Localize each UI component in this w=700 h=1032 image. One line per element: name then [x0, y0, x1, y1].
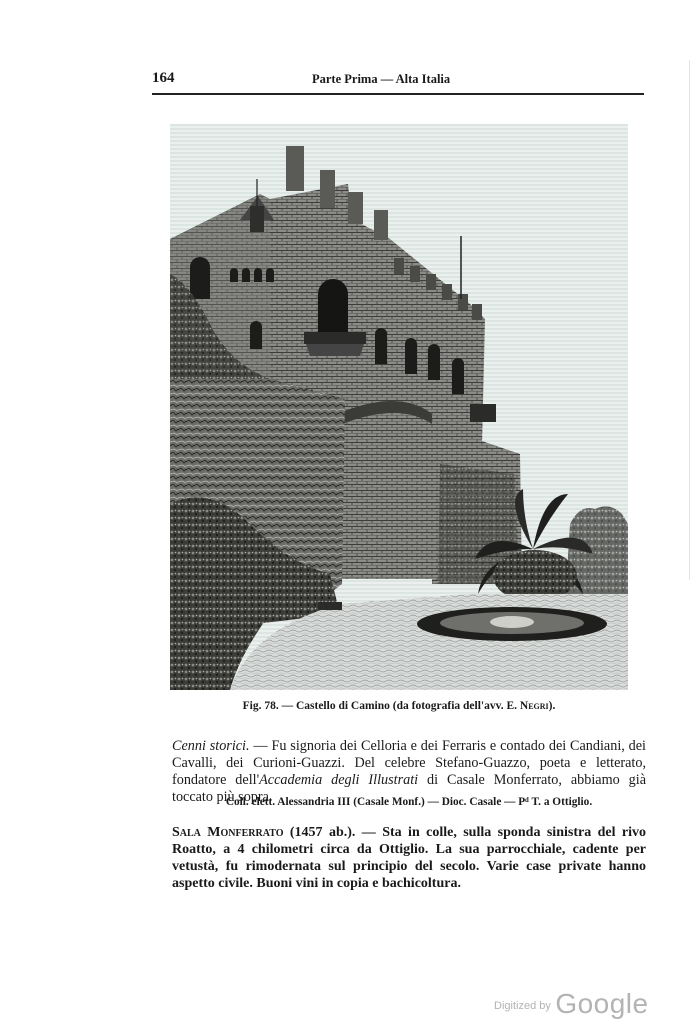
header-rule: [152, 93, 644, 95]
place-name: Sala Monferrato: [172, 825, 284, 840]
figure-caption: [170, 700, 628, 712]
paragraph-sala-monferrato: [172, 824, 646, 892]
page-number: 164: [152, 70, 175, 86]
figure-label: Fig. 78.: [242, 700, 279, 712]
watermark-prefix: Digitized by: [494, 1000, 551, 1012]
paragraph-text-end: di Casale Monferrato, abbiamo già toccato più sopra.: [172, 772, 646, 805]
google-logo: Google: [555, 988, 649, 1019]
academy-name: Accademia degli Illustrati: [259, 772, 419, 788]
page-header: [152, 70, 644, 92]
caption-end: ).: [548, 700, 556, 712]
castle-engraving: [170, 124, 628, 690]
district-note: Coll. elett. Alessandria III (Casale Monf.) — Dioc. Casale — Pᵈ T. a Ottiglio.: [225, 796, 593, 808]
running-head: Parte Prima — Alta Italia: [312, 72, 451, 86]
page-edge-shadow: [689, 60, 690, 580]
paragraph-text: — Fu signoria dei Celloria e dei Ferraris e contado dei Candiani, dei Cavalli, dei Curioni-Guazzi. Del celebre Stefano-Guazzo, poeta e letterato, fondatore dell': [172, 738, 646, 788]
paragraph-text: (1457 ab.). — Sta in colle, sulla sponda sinistra del rivo Roatto, a 4 chilometri circa da Ottiglio. La sua parrocchiale, cadente per vetustà, fu rimodernata sul principio del secolo. Varie case private hanno aspetto civile. Buoni vini in copia e bachicoltura.: [172, 825, 646, 891]
section-lead: Cenni storici.: [172, 738, 250, 754]
caption-author: Negri: [519, 700, 549, 712]
digitized-watermark: [494, 988, 649, 1020]
caption-text: — Castello di Camino (da fotografia dell'avv. E.: [278, 700, 520, 712]
